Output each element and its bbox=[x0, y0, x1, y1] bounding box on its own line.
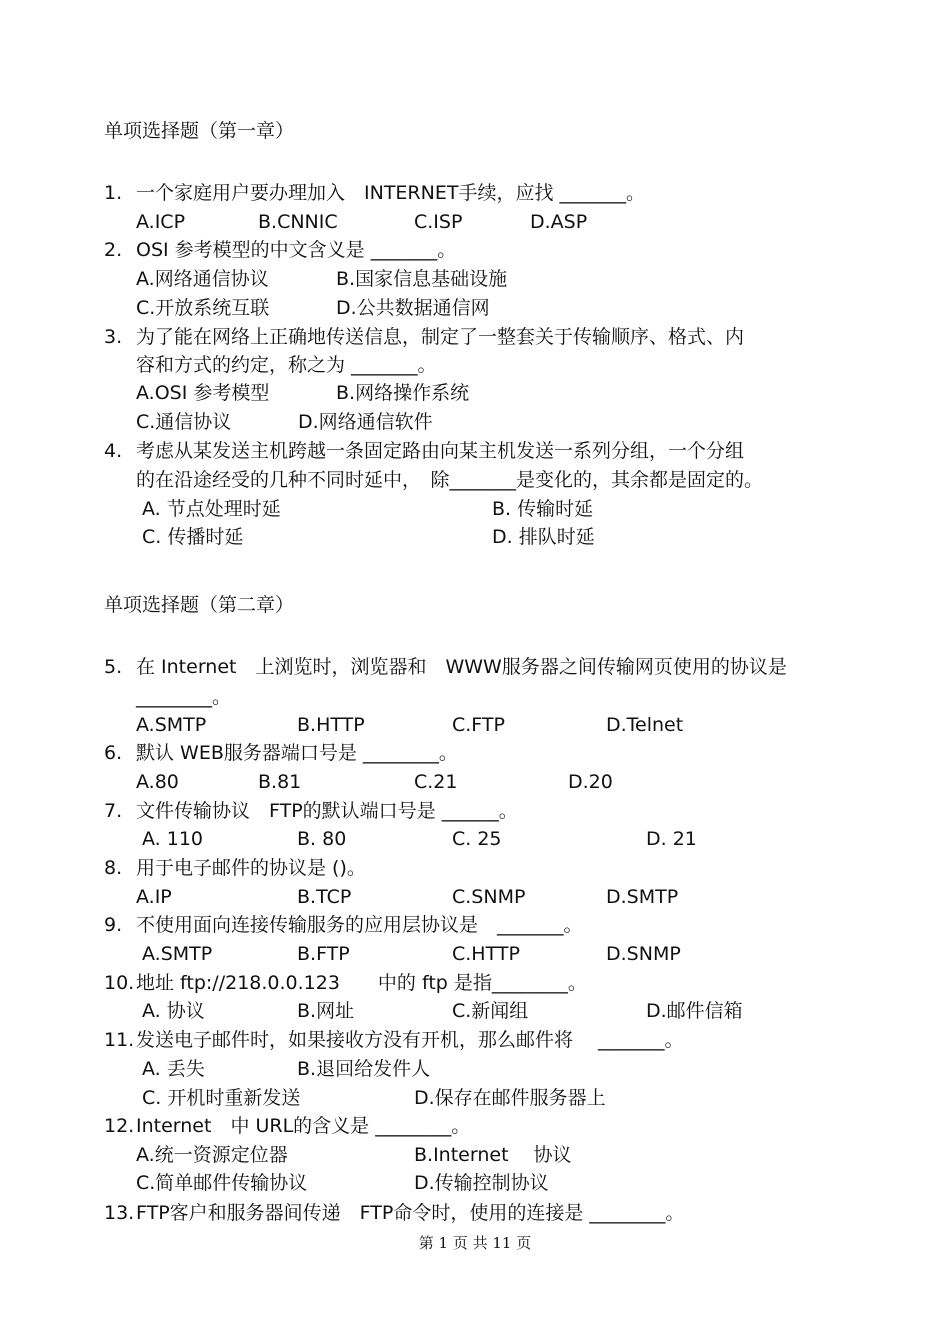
option: A.IP bbox=[136, 886, 172, 908]
options-row bbox=[0, 526, 950, 548]
question-number: 11. bbox=[104, 1029, 135, 1051]
question-number: 7. bbox=[104, 800, 123, 822]
page-footer: 第 1 页 共 11 页 bbox=[418, 1234, 532, 1252]
option: B.Internet 协议 bbox=[414, 1144, 572, 1166]
question-stem: 不使用面向连接传输服务的应用层协议是 _______。 bbox=[136, 914, 583, 936]
option: B.退回给发件人 bbox=[297, 1058, 431, 1080]
options-row bbox=[0, 498, 950, 520]
chapter1-title: 单项选择题（第一章） bbox=[104, 120, 295, 142]
option: A.ICP bbox=[136, 211, 186, 233]
option: C.HTTP bbox=[452, 943, 520, 965]
option: B.网络操作系统 bbox=[336, 382, 470, 404]
option: A.网络通信协议 bbox=[136, 268, 269, 290]
question-number: 2. bbox=[104, 239, 123, 261]
question-number: 5. bbox=[104, 656, 123, 678]
question-number: 4. bbox=[104, 440, 123, 462]
options-row bbox=[0, 411, 950, 433]
option: C. 开机时重新发送 bbox=[142, 1087, 301, 1109]
question-stem-continued: 的在沿途经受的几种不同时延中， 除_______是变化的，其余都是固定的。 bbox=[136, 469, 764, 491]
option: C. 传播时延 bbox=[142, 526, 244, 548]
options-row bbox=[0, 771, 950, 793]
option: C.简单邮件传输协议 bbox=[136, 1172, 308, 1194]
option: B.81 bbox=[258, 771, 302, 793]
option: A.SMTP bbox=[136, 714, 207, 736]
option: D.网络通信软件 bbox=[298, 411, 433, 433]
question-stem: 发送电子邮件时，如果接收方没有开机，那么邮件将 _______。 bbox=[136, 1029, 684, 1051]
option: A. 丢失 bbox=[142, 1058, 205, 1080]
question-stem-continued: ________。 bbox=[136, 686, 232, 708]
question-12 bbox=[104, 1115, 470, 1137]
options-row bbox=[0, 1172, 950, 1194]
option: D.邮件信箱 bbox=[646, 1000, 743, 1022]
option: C.21 bbox=[414, 771, 458, 793]
options-row bbox=[0, 828, 950, 850]
question-number: 8. bbox=[104, 857, 123, 879]
option: A. 节点处理时延 bbox=[142, 498, 281, 520]
option: D.公共数据通信网 bbox=[336, 297, 490, 319]
option: D. 21 bbox=[646, 828, 697, 850]
question-3 bbox=[104, 326, 744, 348]
question-stem: 文件传输协议 FTP的默认端口号是 ______。 bbox=[136, 800, 518, 822]
option: A. 110 bbox=[142, 828, 204, 850]
option: B.HTTP bbox=[297, 714, 365, 736]
option: C. 25 bbox=[452, 828, 502, 850]
option: D. 排队时延 bbox=[492, 526, 595, 548]
option: D.SNMP bbox=[606, 943, 681, 965]
question-4 bbox=[104, 440, 744, 462]
options-row bbox=[0, 1058, 950, 1080]
option: B.FTP bbox=[297, 943, 350, 965]
question-stem: FTP客户和服务器间传递 FTP命令时，使用的连接是 ________。 bbox=[136, 1202, 685, 1224]
option: D.SMTP bbox=[606, 886, 679, 908]
option: D.保存在邮件服务器上 bbox=[414, 1087, 606, 1109]
option: C.新闻组 bbox=[452, 1000, 529, 1022]
question-5 bbox=[104, 656, 787, 678]
question-10 bbox=[104, 972, 587, 994]
options-row bbox=[0, 211, 950, 233]
question-number: 6. bbox=[104, 742, 123, 764]
question-stem: 在 Internet 上浏览时，浏览器和 WWW服务器之间传输网页使用的协议是 bbox=[136, 656, 787, 678]
question-9 bbox=[104, 914, 583, 936]
options-row bbox=[0, 1000, 950, 1022]
option: A.统一资源定位器 bbox=[136, 1144, 288, 1166]
option: B.CNNIC bbox=[258, 211, 338, 233]
question-stem: 为了能在网络上正确地传送信息，制定了一整套关于传输顺序、格式、内 bbox=[136, 326, 745, 348]
option: C.FTP bbox=[452, 714, 505, 736]
question-number: 1. bbox=[104, 182, 123, 204]
options-row bbox=[0, 886, 950, 908]
option: C.ISP bbox=[414, 211, 463, 233]
question-stem: 考虑从某发送主机跨越一条固定路由向某主机发送一系列分组，一个分组 bbox=[136, 440, 745, 462]
options-row bbox=[0, 297, 950, 319]
option: B.网址 bbox=[297, 1000, 355, 1022]
question-stem: Internet 中 URL的含义是 ________。 bbox=[136, 1115, 471, 1137]
option: B. 80 bbox=[297, 828, 347, 850]
question-7 bbox=[104, 800, 518, 822]
options-row bbox=[0, 943, 950, 965]
option: C.通信协议 bbox=[136, 411, 232, 433]
question-6 bbox=[104, 742, 458, 764]
question-number: 13. bbox=[104, 1202, 135, 1224]
option: C.SNMP bbox=[452, 886, 526, 908]
chapter2-title: 单项选择题（第二章） bbox=[104, 594, 295, 616]
option: A. 协议 bbox=[142, 1000, 205, 1022]
question-1 bbox=[104, 182, 645, 204]
option: C.开放系统互联 bbox=[136, 297, 270, 319]
question-stem: OSI 参考模型的中文含义是 _______。 bbox=[136, 239, 457, 261]
option: A.80 bbox=[136, 771, 179, 793]
question-stem: 用于电子邮件的协议是 ()。 bbox=[136, 857, 366, 879]
question-stem: 默认 WEB服务器端口号是 ________。 bbox=[136, 742, 458, 764]
option: D.传输控制协议 bbox=[414, 1172, 549, 1194]
question-13 bbox=[104, 1202, 684, 1224]
options-row bbox=[0, 1087, 950, 1109]
question-number: 12. bbox=[104, 1115, 135, 1137]
question-8 bbox=[104, 857, 366, 879]
options-row bbox=[0, 714, 950, 736]
question-stem: 地址 ftp://218.0.0.123 中的 ftp 是指________。 bbox=[136, 972, 587, 994]
options-row bbox=[0, 1144, 950, 1166]
options-row bbox=[0, 268, 950, 290]
option: B. 传输时延 bbox=[492, 498, 594, 520]
option: D.Telnet bbox=[606, 714, 684, 736]
question-number: 9. bbox=[104, 914, 123, 936]
question-number: 3. bbox=[104, 326, 123, 348]
question-2 bbox=[104, 239, 456, 261]
question-stem-continued: 容和方式的约定，称之为 _______。 bbox=[136, 354, 437, 376]
question-number: 10. bbox=[104, 972, 135, 994]
option: A.OSI 参考模型 bbox=[136, 382, 270, 404]
question-11 bbox=[104, 1029, 684, 1051]
options-row bbox=[0, 382, 950, 404]
option: D.ASP bbox=[530, 211, 588, 233]
option: D.20 bbox=[568, 771, 613, 793]
option: B.TCP bbox=[297, 886, 352, 908]
option: A.SMTP bbox=[142, 943, 213, 965]
option: B.国家信息基础设施 bbox=[336, 268, 508, 290]
question-stem: 一个家庭用户要办理加入 INTERNET手续，应找 _______。 bbox=[136, 182, 645, 204]
